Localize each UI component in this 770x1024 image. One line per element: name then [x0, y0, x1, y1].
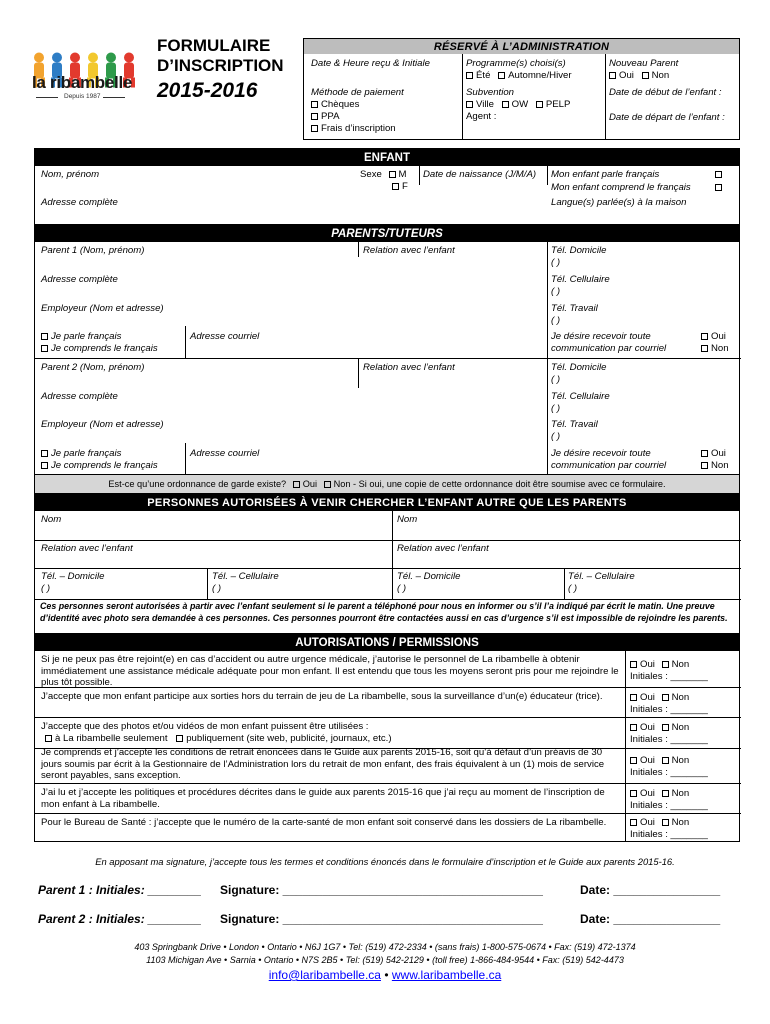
- form-title: FORMULAIRE: [157, 36, 271, 55]
- divider: [207, 568, 208, 599]
- parent1-name-label[interactable]: Parent 1 (Nom, prénom): [41, 245, 145, 256]
- admin-payment-option: Chèques: [311, 99, 359, 110]
- footer-web-link[interactable]: www.laribambelle.ca: [391, 968, 502, 982]
- parent2-tel-work[interactable]: Tél. Travail: [551, 419, 598, 430]
- permissions-bar: AUTORISATIONS / PERMISSIONS: [35, 635, 739, 651]
- checkbox-perm3-no[interactable]: [662, 724, 669, 731]
- form-title-2: D’INSCRIPTION: [157, 56, 284, 75]
- checkbox-p2-speak-fr[interactable]: [41, 450, 48, 457]
- parent2-relation-label[interactable]: Relation avec l’enfant: [363, 362, 455, 373]
- parent1-comm-label-2: communication par courriel: [551, 343, 667, 354]
- parent1-comm-no: Non: [701, 343, 729, 354]
- checkbox-automne[interactable]: [498, 72, 505, 79]
- parent1-tel-home[interactable]: Tél. Domicile: [551, 245, 607, 256]
- admin-divider: [462, 54, 463, 140]
- admin-box: [303, 38, 740, 140]
- checkbox-p1-understand-fr[interactable]: [41, 345, 48, 352]
- perm2-yesno: Oui Non: [630, 692, 689, 703]
- checkbox-new-no[interactable]: [642, 72, 649, 79]
- checkbox-perm1-yes[interactable]: [630, 661, 637, 668]
- auth1-tel-cell-paren: ( ): [212, 583, 222, 594]
- parent2-comm-label: Je désire recevoir toute: [551, 448, 651, 459]
- parent2-tel-home[interactable]: Tél. Domicile: [551, 362, 607, 373]
- divider: [564, 568, 565, 599]
- checkbox-custody-no[interactable]: [324, 481, 331, 488]
- parent1-comm-yes: Oui: [701, 331, 726, 342]
- languages-label[interactable]: Langue(s) parlée(s) à la maison: [551, 197, 687, 208]
- footer-address-sarnia: 1103 Michigan Ave • Sarnia • Ontario • N7S 2B5 • Tel: (519) 542-2129 • (toll free) 1-866-484-9544 • Fax: (519) 542-4473: [146, 955, 624, 965]
- checkbox-ow[interactable]: [502, 101, 509, 108]
- parent2-understand-fr: Je comprends le français: [41, 460, 158, 471]
- parent1-relation-label[interactable]: Relation avec l’enfant: [363, 245, 455, 256]
- checkbox-pelp[interactable]: [536, 101, 543, 108]
- perm4-initials[interactable]: Initiales : _______: [630, 767, 708, 778]
- checkbox-p1-comm-no[interactable]: [701, 345, 708, 352]
- checkbox-p2-understand-fr[interactable]: [41, 462, 48, 469]
- checkbox-cheques[interactable]: [311, 101, 318, 108]
- checkbox-ville[interactable]: [466, 101, 473, 108]
- perm6-initials[interactable]: Initiales : _______: [630, 829, 708, 840]
- divider: [35, 358, 741, 359]
- checkbox-p1-comm-yes[interactable]: [701, 333, 708, 340]
- parent2-date[interactable]: Date: ________________: [580, 912, 721, 926]
- checkbox-speaks-french[interactable]: [715, 171, 722, 178]
- checkbox-perm5-yes[interactable]: [630, 790, 637, 797]
- parent2-comm-no: Non: [701, 460, 729, 471]
- admin-payment-label: Méthode de paiement: [311, 87, 404, 98]
- consent-text: En apposant ma signature, j’accepte tous les termes et conditions énoncés dans le formulaire d’inscription et le Guide aux parents 2015-16.: [95, 856, 675, 867]
- parents-bar: PARENTS/TUTEURS: [35, 226, 739, 242]
- form-year: 2015-2016: [157, 79, 258, 102]
- checkbox-f[interactable]: [392, 183, 399, 190]
- sex-options-f: F: [392, 181, 408, 192]
- checkbox-perm4-yes[interactable]: [630, 757, 637, 764]
- speaks-french-label: Mon enfant parle français: [551, 169, 660, 180]
- perm1-initials[interactable]: Initiales : _______: [630, 671, 708, 682]
- perm5-initials[interactable]: Initiales : _______: [630, 800, 708, 811]
- checkbox-perm3-yes[interactable]: [630, 724, 637, 731]
- parent1-understand-fr: Je comprends le français: [41, 343, 158, 354]
- checkbox-perm1-no[interactable]: [662, 661, 669, 668]
- parent2-signature[interactable]: Signature: _______________________________________: [220, 912, 543, 926]
- parent2-comm-label-2: communication par courriel: [551, 460, 667, 471]
- auth1-tel-home[interactable]: Tél. – Domicile: [41, 571, 105, 582]
- auth2-tel-home-paren: ( ): [397, 583, 407, 594]
- checkbox-ppa[interactable]: [311, 113, 318, 120]
- checkbox-m[interactable]: [389, 171, 396, 178]
- checkbox-perm4-no[interactable]: [662, 757, 669, 764]
- understands-french-label: Mon enfant comprend le français: [551, 182, 691, 193]
- checkbox-perm6-yes[interactable]: [630, 819, 637, 826]
- admin-end-date: Date de départ de l’enfant :: [609, 112, 725, 123]
- checkbox-new-yes[interactable]: [609, 72, 616, 79]
- logo-name: la ribambelle: [32, 73, 133, 92]
- photo-options: à La ribambelle seulement publiquement (site web, publicité, journaux, etc.): [45, 733, 392, 744]
- parent1-tel-home-paren: ( ): [551, 257, 561, 268]
- admin-received: Date & Heure reçu & Initiale: [311, 58, 430, 69]
- divider: [358, 358, 359, 388]
- divider: [35, 599, 741, 600]
- checkbox-photo-public[interactable]: [176, 735, 183, 742]
- perm3-yesno: Oui Non: [630, 722, 689, 733]
- admin-payment-option: Frais d’inscription: [311, 123, 396, 134]
- checkbox-perm2-no[interactable]: [662, 694, 669, 701]
- permissions-section: [34, 634, 740, 842]
- divider: [358, 242, 359, 257]
- admin-agent: Agent :: [466, 111, 497, 122]
- admin-divider: [605, 54, 606, 140]
- checkbox-custody-yes[interactable]: [293, 481, 300, 488]
- divider: [35, 568, 741, 569]
- divider: [547, 166, 548, 185]
- parent2-email-label[interactable]: Adresse courriel: [190, 448, 260, 459]
- footer-contact: info@laribambelle.ca • www.laribambelle.ca: [268, 968, 502, 982]
- perm2-initials[interactable]: Initiales : _______: [630, 704, 708, 715]
- parent2-initials[interactable]: Parent 2 : Initiales: ________: [38, 912, 202, 926]
- auth2-tel-home[interactable]: Tél. – Domicile: [397, 571, 461, 582]
- divider: [419, 166, 420, 185]
- permission-policies-text: J’ai lu et j’accepte les politiques et procédures décrites dans le guide aux parents 2015-16 que j’ai reçu au moment de l’inscription de mon enfant à La ribambelle.: [41, 787, 605, 810]
- divider: [35, 783, 741, 784]
- divider: [35, 813, 741, 814]
- perm5-yesno: Oui Non: [630, 788, 689, 799]
- divider: [185, 443, 186, 475]
- enfant-section: [34, 148, 740, 225]
- parent1-date[interactable]: Date: ________________: [580, 883, 721, 897]
- admin-programmes-label: Programme(s) choisi(s): [466, 58, 566, 69]
- parent2-comm-yes: Oui: [701, 448, 726, 459]
- logo-since: Depuis 1987: [64, 93, 101, 100]
- divider: [35, 540, 741, 541]
- divider: [392, 511, 393, 599]
- authorized-note: Ces personnes seront autorisées à partir avec l’enfant seulement si le parent a téléphoné pour nous en informer ou s’il l’a indiqué par écrit le matin. Une preuve d’identité avec photo sera demandée à ces personnes. Ces personnes pourront être contactées aussi en cas d’urgence s’il est impossible de rejoindre les parents.: [40, 601, 728, 623]
- admin-payment-option: PPA: [311, 111, 339, 122]
- perm1-yesno: Oui Non: [630, 659, 689, 670]
- auth2-tel-cell[interactable]: Tél. – Cellulaire: [568, 571, 635, 582]
- auth1-tel-cell[interactable]: Tél. – Cellulaire: [212, 571, 279, 582]
- permission-outings-text: J’accepte que mon enfant participe aux sorties hors du terrain de jeu de La ribambelle, sous la surveillance d’un(e) éducateur (trice).: [41, 691, 603, 702]
- parent2-name-label[interactable]: Parent 2 (Nom, prénom): [41, 362, 145, 373]
- checkbox-p2-comm-no[interactable]: [701, 462, 708, 469]
- divider: [35, 717, 741, 718]
- parent1-tel-work[interactable]: Tél. Travail: [551, 303, 598, 314]
- checkbox-perm5-no[interactable]: [662, 790, 669, 797]
- parent1-email-label[interactable]: Adresse courriel: [190, 331, 260, 342]
- parent1-signature[interactable]: Signature: _______________________________________: [220, 883, 543, 897]
- perm3-initials[interactable]: Initiales : _______: [630, 734, 708, 745]
- admin-new-parent-options: Oui Non: [609, 70, 669, 81]
- checkbox-perm6-no[interactable]: [662, 819, 669, 826]
- parents-section: [34, 225, 740, 475]
- auth2-tel-cell-paren: ( ): [568, 583, 578, 594]
- parent2-speak-fr: Je parle français: [41, 448, 121, 459]
- birth-date-label[interactable]: Date de naissance (J/M/A): [423, 169, 537, 180]
- enfant-name-label[interactable]: Nom, prénom: [41, 169, 100, 180]
- admin-start-date: Date de début de l’enfant :: [609, 87, 722, 98]
- checkbox-frais[interactable]: [311, 125, 318, 132]
- checkbox-photo-internal[interactable]: [45, 735, 52, 742]
- checkbox-p2-comm-yes[interactable]: [701, 450, 708, 457]
- admin-new-parent: Nouveau Parent: [609, 58, 679, 69]
- perm4-yesno: Oui Non: [630, 755, 689, 766]
- auth1-relation-label[interactable]: Relation avec l’enfant: [41, 543, 133, 554]
- parent2-tel-home-paren: ( ): [551, 374, 561, 385]
- authorized-bar: PERSONNES AUTORISÉES À VENIR CHERCHER L’ENFANT AUTRE QUE LES PARENTS: [35, 495, 739, 511]
- footer-address-london: 403 Springbank Drive • London • Ontario • N6J 1G7 • Tel: (519) 472-2334 • (sans frais) 1-800-575-0674 • Fax: (519) 472-1374: [134, 942, 636, 952]
- auth2-name-label[interactable]: Nom: [397, 514, 418, 525]
- parent2-tel-work-paren: ( ): [551, 431, 561, 442]
- enfant-bar: ENFANT: [35, 149, 739, 166]
- parent1-employer-label[interactable]: Employeur (Nom et adresse): [41, 303, 164, 314]
- parent1-tel-cell[interactable]: Tél. Cellulaire: [551, 274, 610, 285]
- checkbox-understands-french[interactable]: [715, 184, 722, 191]
- divider: [547, 242, 548, 358]
- authorized-section: [34, 494, 740, 634]
- admin-subsidy-options: Ville OW PELP: [466, 99, 570, 110]
- parent1-speak-fr: Je parle français: [41, 331, 121, 342]
- checkbox-perm2-yes[interactable]: [630, 694, 637, 701]
- logo-divider: [103, 97, 125, 98]
- parent1-tel-cell-paren: ( ): [551, 286, 561, 297]
- permission-withdrawal-text: Je comprends et j’accepte les conditions de retrait énoncées dans le Guide aux parents 2015-16, soit qu’à défaut d’un préavis de 30 jours soumis par écrit à la Gestionnaire de l’Administration lors du retrait de mon enfant, des frais équivalent à un (1) mois de service seront payables, sans exception.: [41, 747, 605, 781]
- parent1-comm-label: Je désire recevoir toute: [551, 331, 651, 342]
- parent2-tel-cell-paren: ( ): [551, 403, 561, 414]
- permission-photos-text: J’accepte que des photos et/ou vidéos de mon enfant puissent être utilisées :: [41, 721, 369, 732]
- parent1-initials[interactable]: Parent 1 : Initiales: ________: [38, 883, 202, 897]
- admin-subsidy-label: Subvention: [466, 87, 515, 98]
- custody-row: Est-ce qu’une ordonnance de garde existe? Oui Non - Si oui, une copie de cette ordonnance doit être soumise avec ce formulaire.: [34, 475, 740, 494]
- checkbox-ete[interactable]: [466, 72, 473, 79]
- admin-programmes-options: Été Automne/Hiver: [466, 70, 572, 81]
- enfant-address-label[interactable]: Adresse complète: [41, 197, 118, 208]
- admin-heading: RÉSERVÉ À L’ADMINISTRATION: [304, 39, 739, 54]
- logo-divider: [36, 97, 58, 98]
- permission-health-text: Pour le Bureau de Santé : j’accepte que le numéro de la carte-santé de mon enfant soit conservé dans les dossiers de La ribambelle.: [41, 817, 607, 828]
- parent1-address-label[interactable]: Adresse complète: [41, 274, 118, 285]
- auth1-name-label[interactable]: Nom: [41, 514, 62, 525]
- parent2-tel-cell[interactable]: Tél. Cellulaire: [551, 391, 610, 402]
- perm6-yesno: Oui Non: [630, 817, 689, 828]
- checkbox-p1-speak-fr[interactable]: [41, 333, 48, 340]
- auth2-relation-label[interactable]: Relation avec l’enfant: [397, 543, 489, 554]
- divider: [185, 326, 186, 358]
- footer-email-link[interactable]: info@laribambelle.ca: [268, 968, 381, 982]
- sex-options: Sexe M: [360, 169, 407, 180]
- parent1-tel-work-paren: ( ): [551, 315, 561, 326]
- parent2-employer-label[interactable]: Employeur (Nom et adresse): [41, 419, 164, 430]
- parent2-address-label[interactable]: Adresse complète: [41, 391, 118, 402]
- auth1-tel-home-paren: ( ): [41, 583, 51, 594]
- divider: [547, 358, 548, 475]
- permission-medical-text: Si je ne peux pas être rejoint(e) en cas d’accident ou autre urgence médicale, j’autorise le personnel de La ribambelle à obtenir immédiatement une assistance médicale adéquate pour mon enfant. Il est entendu que tous les moyens seront pris pour me rejoindre le plus tôt possible.: [41, 654, 619, 688]
